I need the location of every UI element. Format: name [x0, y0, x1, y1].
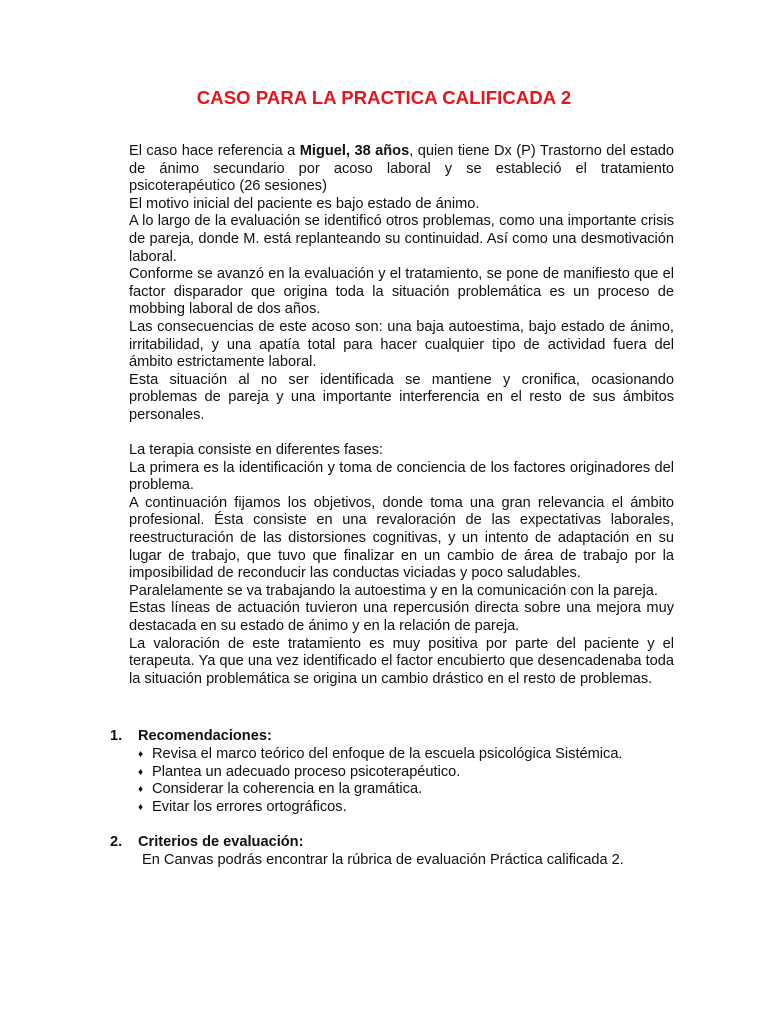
paragraph-lineas: Estas líneas de actuación tuvieron una repercusión directa sobre una mejora muy destacada en su estado de ánimo y en la relación de pareja. [129, 600, 674, 635]
paragraph-evaluacion: A lo largo de la evaluación se identificó otros problemas, como una importante crisis de pareja, donde M. está replanteando su continuidad. Así como una desmotivación laboral. [129, 213, 674, 265]
paragraph-conforme: Conforme se avanzó en la evaluación y el tratamiento, se pone de manifiesto que el factor disparador que origina toda la situación problemática es un proceso de mobbing laboral de dos años. [129, 266, 674, 318]
list-item [138, 799, 623, 817]
diamond-bullet-icon: ♦ [138, 766, 144, 778]
section-heading-label: Criterios de evaluación: [138, 834, 304, 850]
list-item [138, 781, 623, 799]
intro-text-start: El caso hace referencia a [129, 143, 300, 159]
intro-text-end: , quien tiene Dx (P) Trastorno del estado de ánimo secundario por acoso laboral y se estableció el tratamiento psicoterapéutico (26 sesiones) [129, 143, 675, 195]
diamond-bullet-icon: ♦ [138, 784, 144, 796]
recommendations-heading [110, 728, 623, 746]
section-number: 2. [110, 834, 123, 850]
patient-name: Miguel, 38 años [299, 143, 410, 159]
list-item-text: Revisa el marco teórico del enfoque de la escuela psicológica Sistémica. [152, 745, 623, 762]
recommendations-list [110, 746, 623, 817]
paragraph-fases: La terapia consiste en diferentes fases: [129, 442, 383, 459]
paragraph-primera: La primera es la identificación y toma de conciencia de los factores originadores del problema. [129, 459, 674, 494]
criteria-section [110, 834, 624, 870]
paragraph-paralelamente: Paralelamente se va trabajando la autoestima y en la comunicación con la pareja. [129, 582, 658, 599]
criteria-text: En Canvas podrás encontrar la rúbrica de evaluación Práctica calificada 2. [142, 851, 624, 868]
page-title: CASO PARA LA PRACTICA CALIFICADA 2 [196, 87, 572, 108]
section-heading-label: Recomendaciones: [138, 728, 272, 744]
case-intro-paragraph [129, 143, 674, 196]
paragraph-continuacion: A continuación fijamos los objetivos, donde toma una gran relevancia el ámbito profesional. Ésta consiste en una revaloración de las expectativas laborales, reestructuración de las distorsiones cognitivas, y un intento de adaptación en su lugar de trabajo, que tuvo que finalizar en un cambio de área de trabajo por la imposibilidad de reconducir las conductas viciadas y poco saludables. [129, 494, 674, 582]
list-item [138, 746, 623, 764]
diamond-bullet-icon: ♦ [138, 748, 144, 760]
recommendations-section [110, 728, 623, 817]
paragraph-situacion: Esta situación al no ser identificada se mantiene y cronifica, ocasionando problemas de pareja y una importante interferencia en el resto de sus ámbitos personales. [129, 371, 674, 423]
list-item-text: Considerar la coherencia en la gramática. [152, 781, 423, 798]
paragraph-consecuencias: Las consecuencias de este acoso son: una baja autoestima, bajo estado de ánimo, irritabilidad, y una apatía total para hacer cualquier tipo de actividad fuera del ámbito estrictamente laboral. [129, 318, 674, 371]
list-item [138, 764, 623, 782]
diamond-bullet-icon: ♦ [138, 802, 144, 814]
list-item-text: Plantea un adecuado proceso psicoterapéutico. [152, 763, 461, 780]
paragraph-motivo: El motivo inicial del paciente es bajo estado de ánimo. [129, 195, 480, 212]
paragraph-valoracion: La valoración de este tratamiento es muy positiva por parte del paciente y el terapeuta. Ya que una vez identificado el factor encubierto que desencadenaba toda la situación problemática se origina un cambio drástico en el resto de problemas. [129, 635, 674, 687]
criteria-heading [110, 834, 624, 852]
list-item-text: Evitar los errores ortográficos. [152, 799, 347, 816]
section-number: 1. [110, 728, 123, 744]
case-description [129, 143, 674, 688]
